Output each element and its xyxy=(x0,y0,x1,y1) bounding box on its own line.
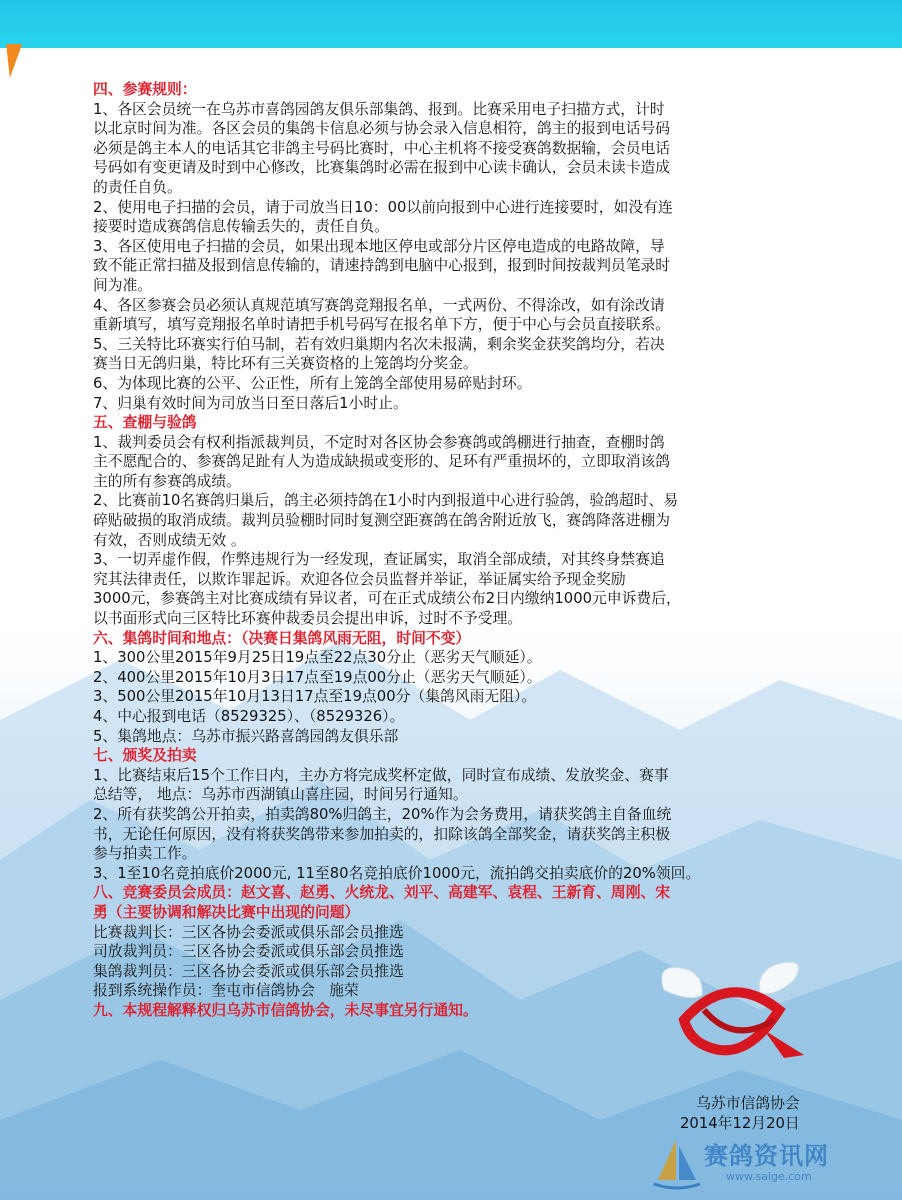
section-heading: 八、竞赛委员会成员：赵文喜、赵勇、火统龙、刘平、高建军、袁程、王新育、周刚、宋 xyxy=(93,884,671,902)
section-heading: 五、查棚与验鸽 xyxy=(93,414,197,432)
body-line: 赛当日无鸽归巢，特比环有三关赛资格的上笼鸽均分奖金。 xyxy=(93,355,478,373)
body-line: 书，无论任何原因，没有将获奖鸽带来参加拍卖的，扣除该鸽全部奖金，请获奖鸽主积极 xyxy=(93,825,671,843)
body-line: 报到系统操作员：奎屯市信鸽协会 施荣 xyxy=(93,982,359,1000)
body-line: 4、中心报到电话（8529325）、（8529326）。 xyxy=(93,708,405,725)
body-line: 的责任自负。 xyxy=(93,178,182,196)
body-line: 以北京时间为准。各区会员的集鸽卡信息必须与协会录入信息相符，鸽主的报到电话号码 xyxy=(93,120,671,138)
body-line: 6、为体现比赛的公平、公正性，所有上笼鸽全部使用易碎贴封环。 xyxy=(93,374,532,392)
section-heading: 九、本规程解释权归乌苏市信鸽协会，未尽事宜另行通知。 xyxy=(93,1001,478,1019)
body-line: 1、比赛结束后15个工作日内，主办方将完成奖杯定做，同时宣布成绩、发放奖金、赛事 xyxy=(93,766,669,784)
body-line: 间为准。 xyxy=(93,276,153,294)
body-line: 司放裁判员：三区各协会委派或俱乐部会员推选 xyxy=(93,943,404,961)
body-line: 有效，否则成绩无效 。 xyxy=(93,531,246,549)
section-heading: 六、集鸽时间和地点：（决赛日集鸽风雨无阻，时间不变） xyxy=(93,629,471,647)
body-line: 3000元，参赛鸽主对比赛成绩有异议者，可在正式成绩公布2日内缴纳1000元申诉费后， xyxy=(93,590,681,608)
body-line: 致不能正常扫描及报到信息传输的，请速持鸽到电脑中心报到，报到时间按裁判员笔录时 xyxy=(93,257,671,275)
body-line: 号码如有变更请及时到中心修改，比赛集鸽时必需在报到中心读卡确认，会员未读卡造成 xyxy=(93,159,671,177)
signature-date: 2014年12月20日 xyxy=(680,1115,800,1132)
watermark-en: www.saige.com xyxy=(726,1170,812,1183)
body-line: 参与拍卖工作。 xyxy=(93,845,197,863)
signature-block xyxy=(680,1094,800,1134)
body-line: 7、归巢有效时间为司放当日至日落后1小时止。 xyxy=(93,394,408,412)
site-watermark xyxy=(652,1136,872,1196)
body-line: 2、400公里2015年10月3日17点至19点00分止（恶劣天气顺延）。 xyxy=(93,668,542,686)
body-line: 主不愿配合的、参赛鸽足趾有人为造成缺损或变形的、足环有严重损坏的，立即取消该鸽 xyxy=(93,453,671,471)
body-line: 3、各区使用电子扫描的会员，如果出现本地区停电或部分片区停电造成的电路故障，导 xyxy=(93,237,665,255)
body-line: 5、三关特比环赛实行伯马制，若有效归巢期内名次未报满，剩余奖金获奖鸽均分，若决 xyxy=(93,335,665,353)
body-line: 3、500公里2015年10月13日17点至19点00分（集鸽风雨无阻）。 xyxy=(93,688,537,706)
body-line: 主的所有参赛鸽成绩。 xyxy=(93,472,241,490)
signature-org: 乌苏市信鸽协会 xyxy=(696,1095,800,1112)
section-heading: 七、颁奖及拍卖 xyxy=(93,747,197,765)
body-line: 4、各区参赛会员必须认真规范填写赛鸽竞翔报名单，一式两份、不得涂改，如有涂改请 xyxy=(93,296,665,314)
body-line: 5、集鸽地点：乌苏市振兴路喜鸽园鸽友俱乐部 xyxy=(93,727,399,745)
body-line: 1、裁判委员会有权利指派裁判员，不定时对各区协会参赛鸽或鸽棚进行抽查，查棚时鸽 xyxy=(93,433,665,451)
sailboat-icon xyxy=(652,1136,702,1192)
body-line: 碎贴破损的取消成绩。裁判员验棚时同时复测空距赛鸽在鸽舍附近放飞，赛鸽降落进棚为 xyxy=(93,512,671,530)
body-line: 3、一切弄虚作假，作弊违规行为一经发现，查证属实，取消全部成绩，对其终身禁赛追 xyxy=(93,551,665,569)
body-line: 重新填写，填写竞翔报名单时请把手机号码写在报名单下方，便于中心与会员直接联系。 xyxy=(93,316,671,334)
body-line: 必须是鸽主本人的电话其它非鸽主号码比赛时，中心主机将不接受赛鸽数据输，会员电话 xyxy=(93,139,671,157)
body-line: 总结等， 地点：乌苏市西湖镇山喜庄园，时间另行通知。 xyxy=(93,786,468,804)
section-heading: 勇（主要协调和解决比赛中出现的问题） xyxy=(93,903,360,921)
body-line: 2、所有获奖鸽公开拍卖，拍卖鸽80%归鸽主，20%作为会务费用，请获奖鸽主自备血统 xyxy=(93,805,672,823)
body-line: 1、各区会员统一在乌苏市喜鸽园鸽友俱乐部集鸽、报到。比赛采用电子扫描方式，计时 xyxy=(93,100,665,118)
body-line: 以书面形式向三区特比环赛仲裁委员会提出申诉，过时不予受理。 xyxy=(93,610,523,628)
body-line: 接要时造成赛鸽信息传输丢失的，责任自负。 xyxy=(93,218,389,236)
top-banner xyxy=(0,0,902,48)
body-line: 集鸽裁判员：三区各协会委派或俱乐部会员推选 xyxy=(93,962,404,980)
orange-corner-decoration xyxy=(0,44,22,78)
body-line: 1、300公里2015年9月25日19点至22点30分止（恶劣天气顺延）。 xyxy=(93,649,542,667)
watermark-cn: 赛鸽资讯网 xyxy=(704,1142,829,1170)
body-line: 究其法律责任，以欺诈罪起诉。欢迎各位会员监督并举证，举证属实给予现金奖励 xyxy=(93,570,626,588)
section-heading: 四、参赛规则： xyxy=(93,81,197,98)
body-line: 比赛裁判长：三区各协会委派或俱乐部会员推选 xyxy=(93,923,404,941)
body-line: 2、使用电子扫描的会员，请于司放当日10：00以前向报到中心进行连接要时，如没有连 xyxy=(93,198,673,216)
regulation-document xyxy=(93,80,853,1021)
body-line: 2、比赛前10名赛鸽归巢后，鸽主必须持鸽在1小时内到报道中心进行验鸽，验鸽超时、易 xyxy=(93,492,679,510)
body-line: 3、1至10名竞拍底价2000元, 11至80名竞拍底价1000元，流拍鸽交拍卖底价的20%领回。 xyxy=(93,864,701,882)
